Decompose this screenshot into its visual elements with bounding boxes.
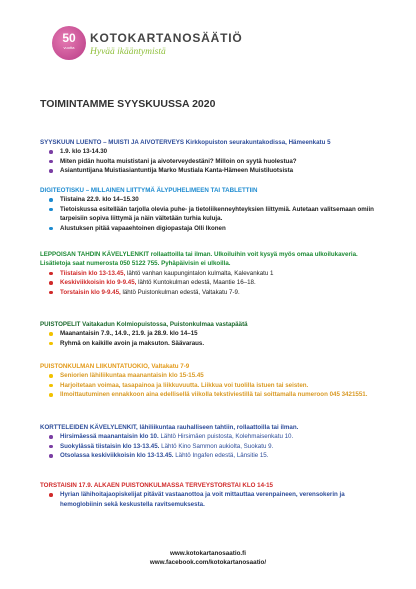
item-text: lähtö Puistonkulman edestä, Valtakatu 7-9. [120, 288, 240, 296]
logo-emblem [52, 26, 86, 60]
section-heading: KORTTELEIDEN KÄVELYLENKIT, [40, 424, 138, 431]
bullet-icon [49, 160, 53, 164]
item-text: Alustuksen pitää vapaaehtoinen digiopastaja Olli Ikonen [60, 224, 226, 232]
item-text: Lähtö Hirsimäen puistosta, Kolehmaisenkatu 10. [158, 433, 294, 441]
bullet-icon [49, 291, 53, 295]
section-heading: TORSTAISIN 17.9. ALKAEN PUISTONKULMASSA TERVEYSTORSTAI KLO 14-15 [40, 482, 273, 489]
list-item [40, 381, 380, 390]
bullet-icon [49, 332, 53, 336]
logo-number: 50 [62, 31, 76, 45]
section-terveystorstai [40, 481, 380, 509]
footer-facebook[interactable]: www.facebook.com/kotokartanosaatio/ [149, 559, 267, 566]
item-bold: Otsolassa keskiviikkoisin klo 13-13.45. [60, 452, 174, 460]
section-kavely [40, 250, 380, 297]
section-luento [40, 138, 380, 176]
item-text: Seniorien lähiliikuntaa maanantaisin klo 15-15.45 [60, 372, 204, 380]
bullet-icon [49, 374, 53, 378]
item-text: lähtö Kuntokulman edestä, Maantie 16–18. [136, 279, 256, 287]
list-item [40, 195, 380, 204]
item-bold: Tiistaisin klo 13-13.45, [60, 269, 126, 277]
item-text: Maanantaisin 7.9., 14.9., 21.9. ja 28.9. klo 14–15 [60, 330, 198, 338]
section-heading: PUISTOPELIT Vaitakadun Kolmiopuistossa, Puistonkulmaa vastapäätä [40, 321, 248, 328]
section-liikunta [40, 362, 380, 400]
list-item [40, 451, 380, 460]
list-item [40, 224, 380, 233]
bullet-icon [49, 342, 53, 346]
bullet-icon [49, 208, 53, 212]
list-item [40, 205, 380, 224]
list-item [40, 490, 380, 509]
bullet-icon [49, 169, 53, 173]
section-puistopelit [40, 320, 380, 348]
bullet-icon [49, 384, 53, 388]
list-item [40, 157, 380, 166]
bullet-icon [49, 198, 53, 202]
section-digi [40, 186, 380, 233]
item-text: Ryhmä on kaikille avoin ja maksuton. Säävaraus. [60, 339, 205, 347]
section-kortteli [40, 423, 380, 461]
item-bold: Keskiviikkoisin klo 9-9.45, [60, 279, 137, 287]
item-text: Miten pidän huolta muististani ja aivoterveydestäni? Milloin on syytä huolestua? [60, 157, 297, 165]
item-text: Hyrian lähihoitajaopiskelijat pitävät vastaanottoa ja voit mittauttaa verenpaineen, verensokerin ja hemoglobiinin sekä keskustella ravitsemuksesta. [60, 491, 345, 508]
list-item [40, 288, 380, 297]
bullet-icon [49, 150, 53, 154]
section-heading: LEPPOISAN TAHDIN KÄVELYLENKIT rollaattoilla tai ilman. [40, 251, 213, 258]
bullet-icon [49, 435, 53, 439]
item-bold: Torstaisin klo 9-9.45, [60, 288, 121, 296]
item-bold: Hirsimäessä maanantaisin klo 10. [60, 433, 159, 441]
list-item [40, 166, 380, 175]
bullet-icon [49, 393, 53, 397]
bullet-icon [49, 493, 53, 497]
item-text: Ilmoittautuminen ennakkoon aina edellisellä viikolla tekstiviestillä tai soittamalla numeroon 045 3421551. [60, 391, 368, 399]
item-text: lähtö vanhan kaupungintalon kulmalta, Kalevankatu 1 [125, 269, 274, 277]
list-item [40, 432, 380, 441]
item-text: Tiistaina 22.9. klo 14–15.30 [60, 196, 139, 204]
list-item [40, 390, 380, 399]
logo-sub: vuotta [63, 45, 75, 50]
list-item [40, 371, 380, 380]
logo-slogan: Hyvää ikääntymistä [90, 47, 166, 57]
item-text: Asiantuntijana Muistiasiantuntija Marko Mustiala Kanta-Hämeen Muistiluotsista [60, 167, 294, 175]
bullet-icon [49, 227, 53, 231]
item-text: Tietoiskussa esitellään tarjolla olevia puhe- ja tietoliikenneyhteyksien liittymiä. Autetaan valitsemaan omiin tarpeisiin sopiva liittymä ja näin vältetään turhia kuluja. [60, 205, 374, 223]
section-heading: PUISTONKULMAN LIIKUNTATUOKIO, Valtakatu 7-9 [40, 363, 190, 370]
section-description: Ulkoiluihin voit kysyä myös omaa ulkoilukaveria. Lisätietoja saat numerosta 050 5122 755. Pyhäpäivisin ei ulkoilla. [40, 251, 358, 268]
section-heading-extra: lähiliikuntaa rauhalliseen tahtiin, rollaattoilla tai ilman. [137, 424, 299, 431]
item-text: Lähtö Kino Sammon aukiolta, Suokatu 9. [159, 442, 274, 450]
list-item [40, 329, 380, 338]
logo [52, 26, 272, 76]
list-item [40, 278, 380, 287]
section-heading: SYYSKUUN LUENTO – MUISTI JA AIVOTERVEYS [40, 139, 185, 146]
footer-website[interactable]: www.kotokartanosaatio.fi [169, 550, 247, 557]
bullet-icon [49, 454, 53, 458]
page-title: TOIMINTAMME SYYSKUUSSA 2020 [40, 98, 216, 110]
list-item [40, 442, 380, 451]
bullet-icon [49, 281, 53, 285]
item-text: Lähtö Ingafen edestä, Länsitie 15. [173, 452, 269, 460]
item-text: Harjoitetaan voimaa, tasapainoa ja liikkuvuutta. Liikkua voi tuolilla istuen tai seisten. [60, 381, 309, 389]
logo-name: KOTOKARTANOSÄÄTIÖ [90, 31, 243, 45]
list-item [40, 269, 380, 278]
item-text: 1.9. klo 13-14.30 [60, 148, 108, 156]
list-item [40, 339, 380, 348]
bullet-icon [49, 445, 53, 449]
section-heading-extra: Kirkkopuiston seurakuntakodissa, Hämeenkatu 5 [184, 139, 331, 146]
list-item [40, 147, 380, 156]
bullet-icon [49, 272, 53, 276]
item-bold: Suokylässä tiistaisin klo 13-13.45. [60, 442, 160, 450]
section-heading: DIGITEOTISKU – MILLAINEN LIITTYMÄ ÄLYPUHELIMEEN TAI TABLETTIIN [40, 187, 258, 194]
